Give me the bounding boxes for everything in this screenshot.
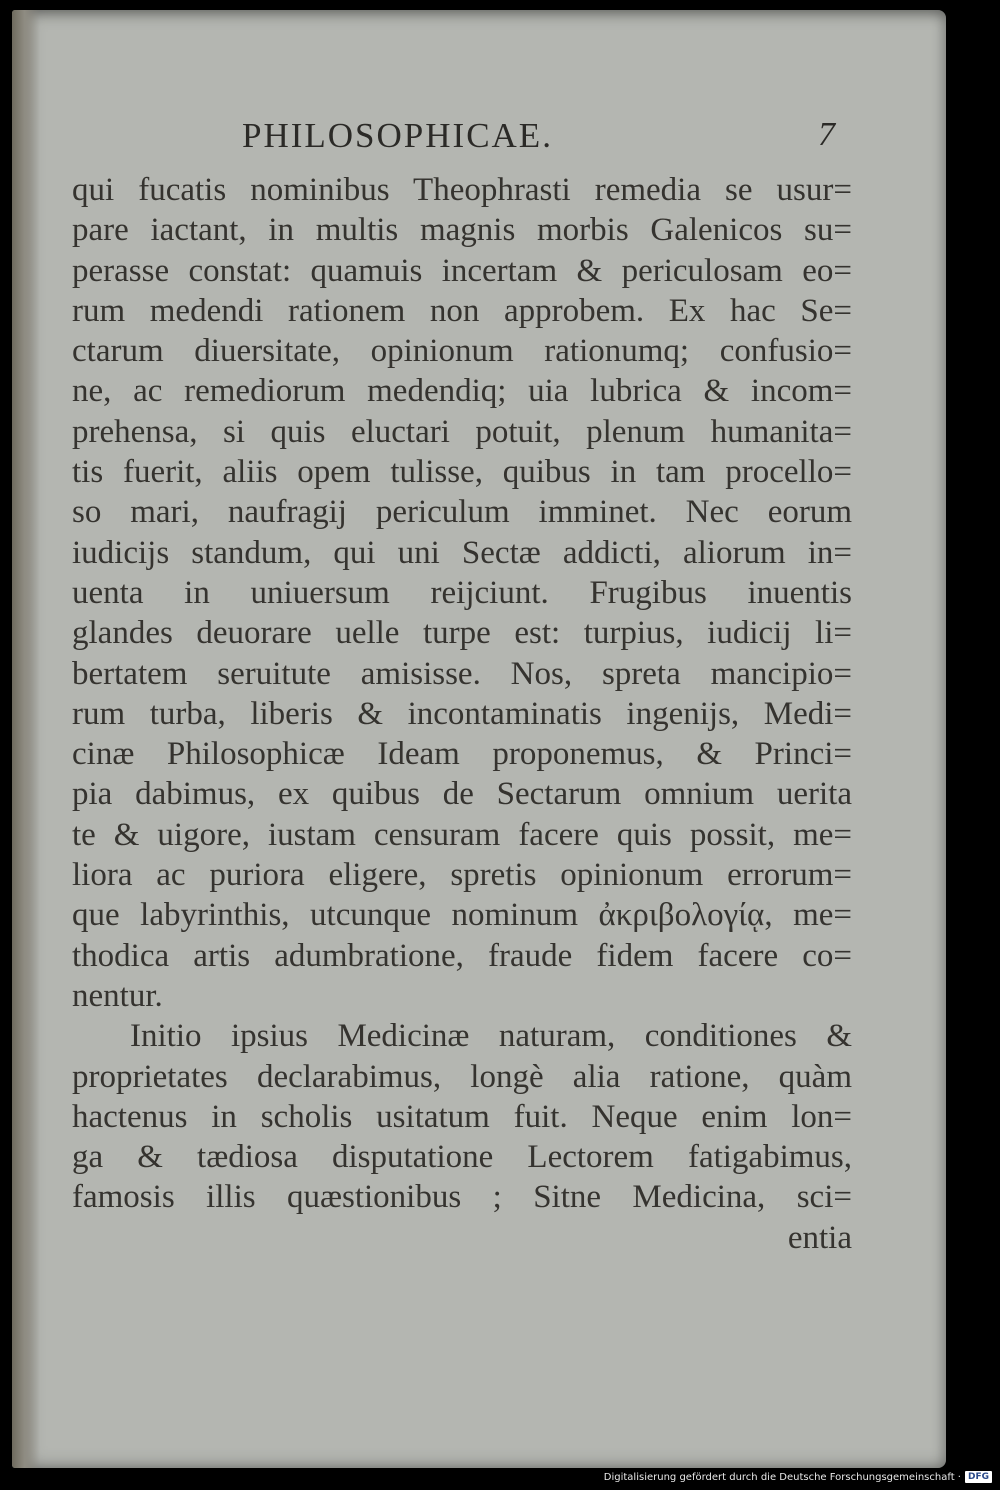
dfg-logo[interactable]: DFG: [965, 1471, 992, 1483]
text-line: cinæ Philosophicæ Ideam proponemus, & Princi=: [72, 736, 852, 773]
text-line: hactenus in scholis usitatum fuit. Neque enim lon=: [72, 1098, 852, 1135]
text-line: qui fucatis nominibus Theophrasti remedia se usur=: [72, 172, 852, 208]
text-line: Initio ipsius Medicinæ naturam, conditiones &: [130, 1018, 852, 1055]
text-line: liora ac puriora eligere, spretis opinionum errorum=: [72, 857, 852, 894]
digitization-credit: [604, 1470, 992, 1484]
text-line: uenta in uniuersum reijciunt. Frugibus inuentis: [72, 574, 852, 611]
text-line: que labyrinthis, utcunque nominum ἀκριβολογίᾳ, me=: [72, 897, 852, 934]
text-line: pare iactant, in multis magnis morbis Galenicos su=: [72, 212, 852, 249]
text-line: pia dabimus, ex quibus de Sectarum omnium uerita: [72, 776, 852, 813]
text-line: iudicijs standum, qui uni Sectæ addicti, aliorum in=: [72, 534, 852, 571]
text-line: ctarum diuersitate, opinionum rationumq; confusio=: [72, 333, 852, 370]
text-line: thodica artis adumbratione, fraude fidem facere co=: [72, 937, 852, 974]
text-line: nentur.: [72, 977, 163, 1014]
catchword: entia: [787, 1219, 852, 1256]
text-line: rum medendi rationem non approbem. Ex hac Se=: [72, 292, 852, 329]
text-line: glandes deuorare uelle turpe est: turpius, iudicij li=: [72, 615, 852, 652]
text-line: famosis illis quæstionibus ; Sitne Medicina, sci=: [72, 1179, 852, 1216]
text-line: te & uigore, iustam censuram facere quis possit, me=: [72, 816, 852, 853]
text-line: rum turba, liberis & incontaminatis ingenijs, Medi=: [72, 695, 852, 732]
book-page: [12, 10, 946, 1468]
credit-text: Digitalisierung gefördert durch die Deutsche Forschungsgemeinschaft ·: [603, 1471, 961, 1483]
page-number: 7: [818, 116, 835, 153]
text-line: bertatem seruitute amisisse. Nos, spreta mancipio=: [72, 655, 852, 692]
text-line: prehensa, si quis eluctari potuit, plenum humanita=: [72, 413, 852, 450]
body-text: [72, 170, 852, 1258]
text-line: proprietates declarabimus, longè alia ratione, quàm: [72, 1058, 852, 1095]
text-line: ne, ac remediorum medendiq; uia lubrica & incom=: [72, 373, 852, 410]
text-line: perasse constat: quamuis incertam & periculosam eo=: [72, 252, 852, 289]
running-head: PHILOSOPHICAE.: [242, 116, 553, 155]
text-line: so mari, naufragij periculum imminet. Nec eorum: [72, 494, 852, 531]
text-line: ga & tædiosa disputatione Lectorem fatigabimus,: [72, 1139, 852, 1176]
text-line: tis fuerit, aliis opem tulisse, quibus in tam procello=: [72, 454, 852, 491]
